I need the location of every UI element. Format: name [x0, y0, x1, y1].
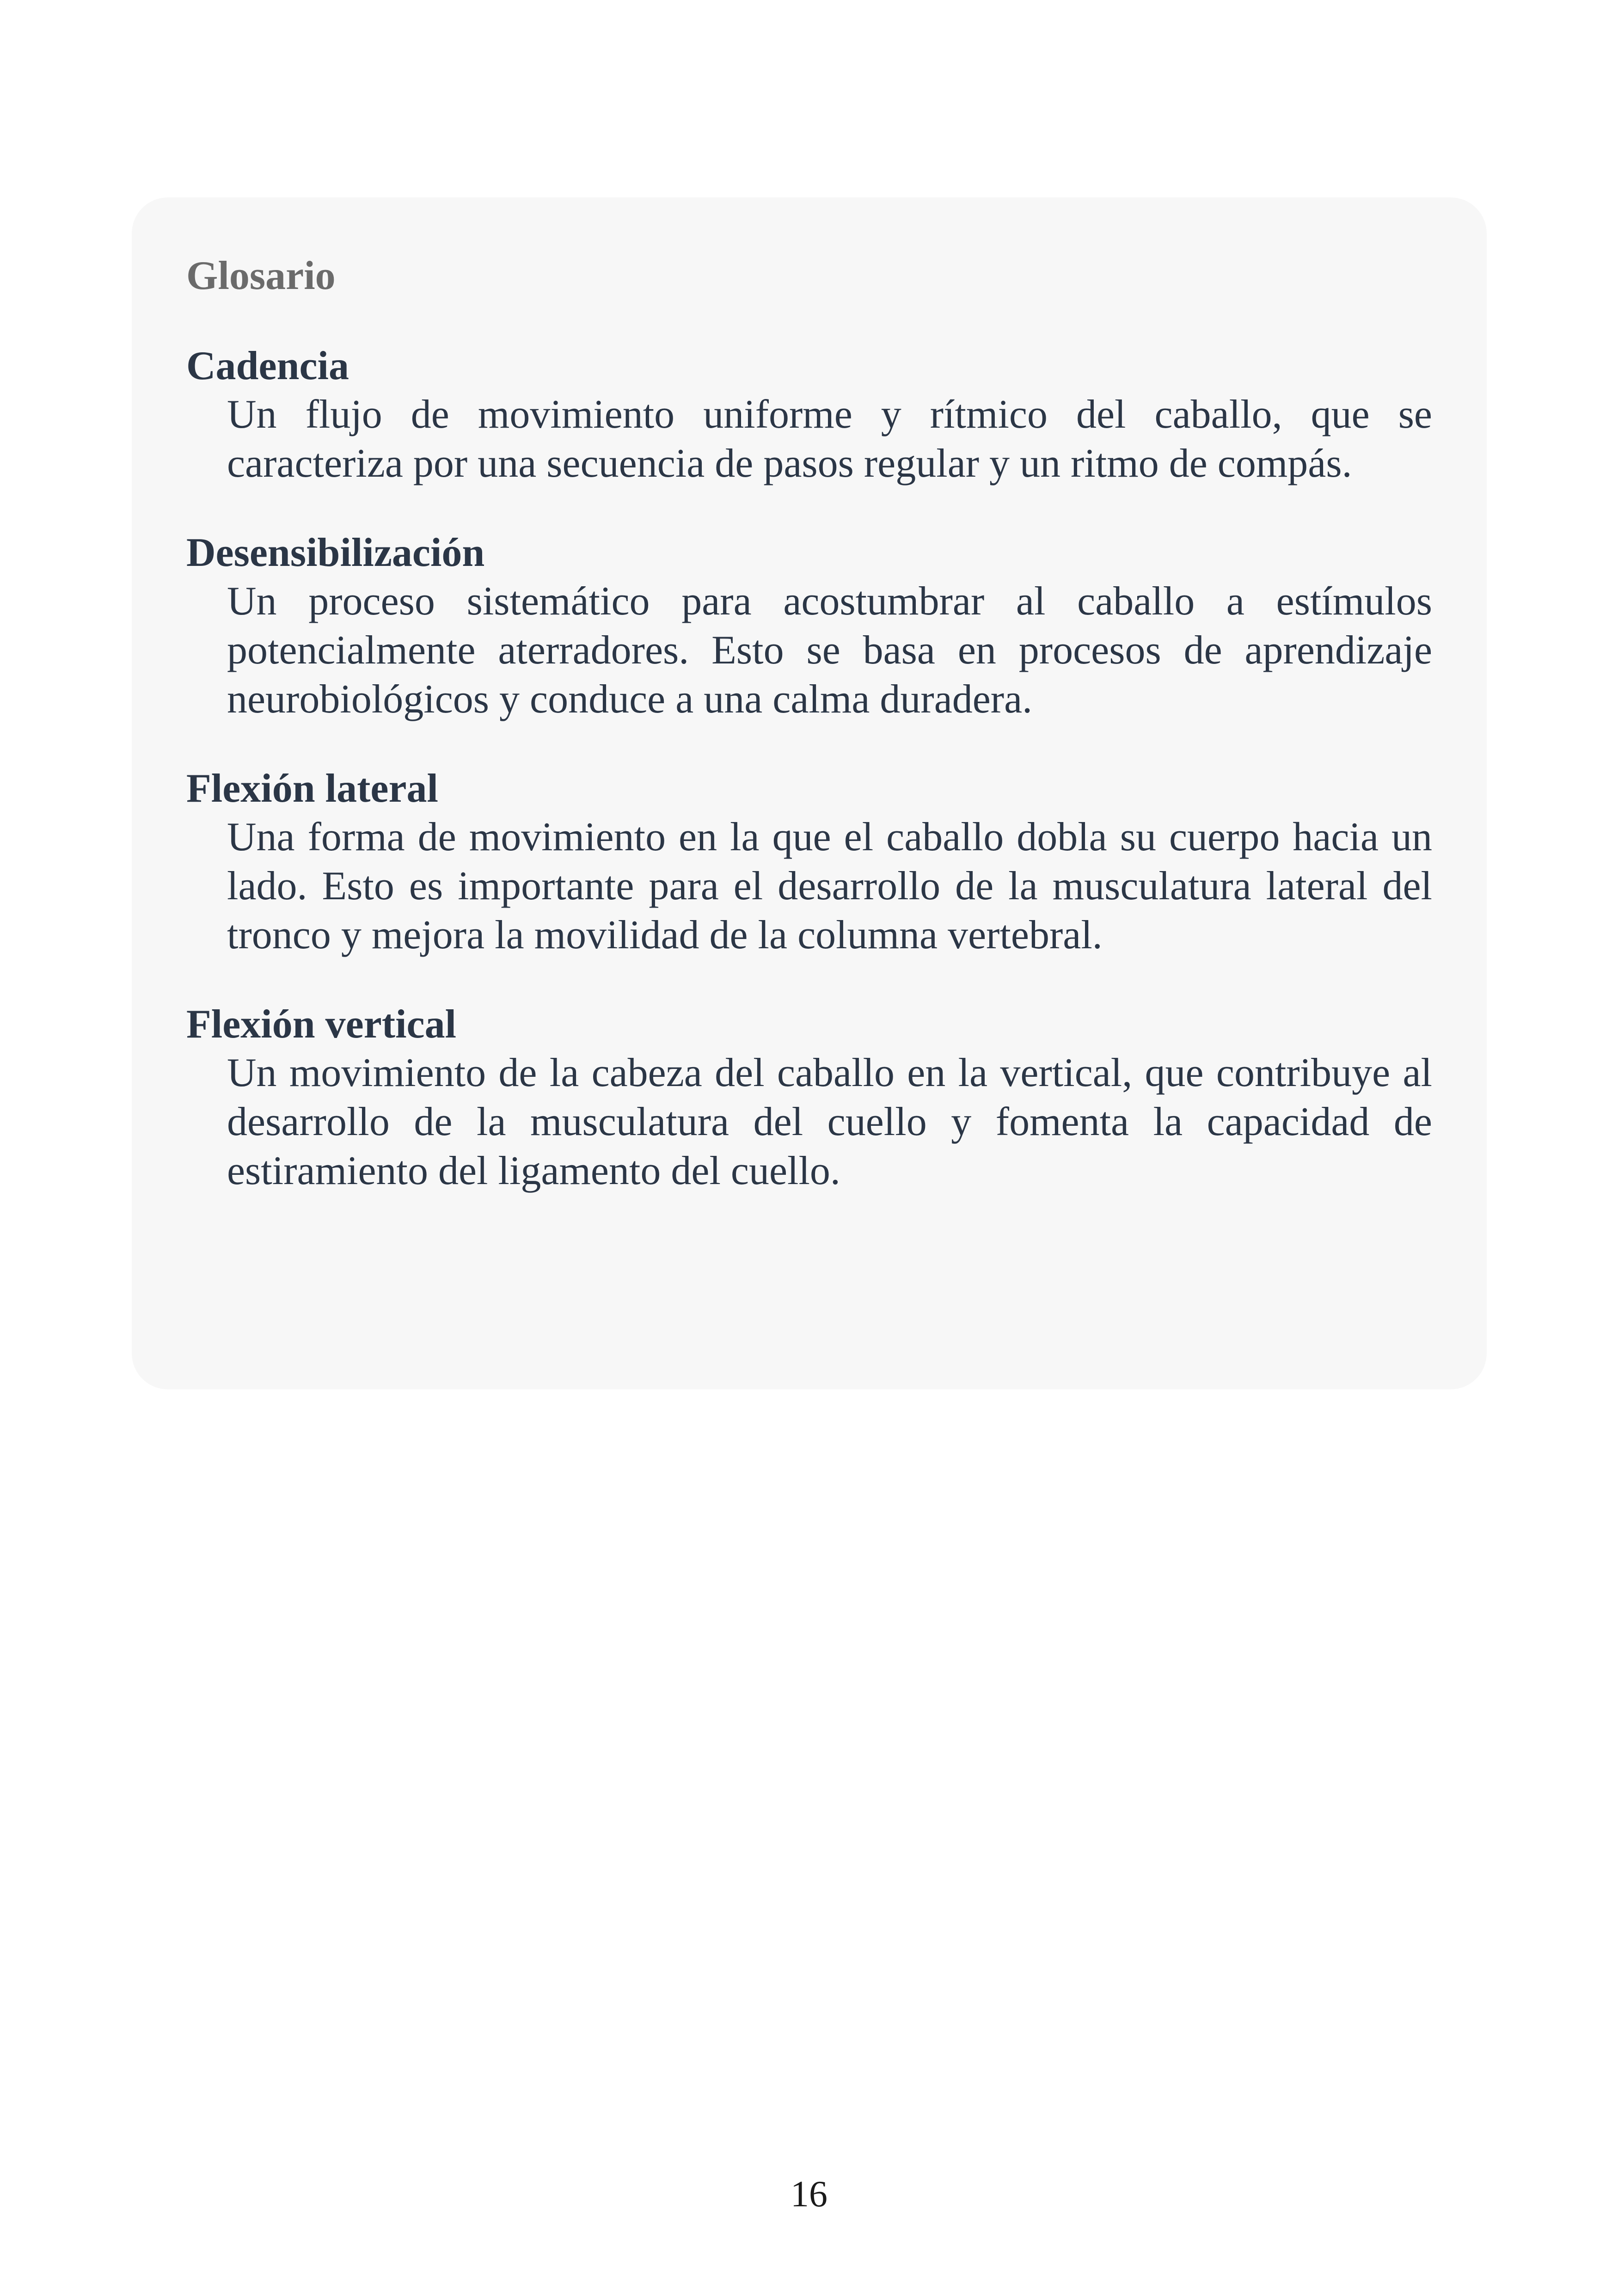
glossary-entry-flexion-lateral — [186, 766, 1432, 960]
glossary-entry-desensibilizacion — [186, 530, 1432, 724]
glossary-term: Flexión vertical — [186, 1002, 457, 1047]
glossary-term: Cadencia — [186, 344, 349, 388]
glossary-term: Desensibilización — [186, 530, 485, 575]
glossary-panel — [132, 197, 1487, 1389]
page-number: 16 — [791, 2174, 827, 2215]
glossary-entry-cadencia — [186, 343, 1432, 488]
glossary-entry-flexion-vertical — [186, 1001, 1432, 1196]
glossary-title: Glosario — [186, 253, 336, 298]
glossary-definition: Un flujo de movimiento uniforme y rítmico del caballo, que se caracteriza por una secuencia de pasos regular y un ritmo de compás. — [227, 392, 1432, 486]
glossary-definition: Una forma de movimiento en la que el caballo dobla su cuerpo hacia un lado. Esto es importante para el desarrollo de la musculatura lateral del tronco y mejora la movilidad de la columna vertebral. — [227, 815, 1432, 958]
glossary-definition: Un movimiento de la cabeza del caballo en la vertical, que contribuye al desarrollo de la musculatura del cuello y fomenta la capacidad de estiramiento del ligamento del cuello. — [227, 1050, 1432, 1193]
glossary-term: Flexión lateral — [186, 766, 438, 811]
glossary-definition: Un proceso sistemático para acostumbrar al caballo a estímulos potencialmente aterradores. Esto se basa en procesos de aprendizaje neurobiológicos y conduce a una calma duradera. — [227, 579, 1432, 722]
